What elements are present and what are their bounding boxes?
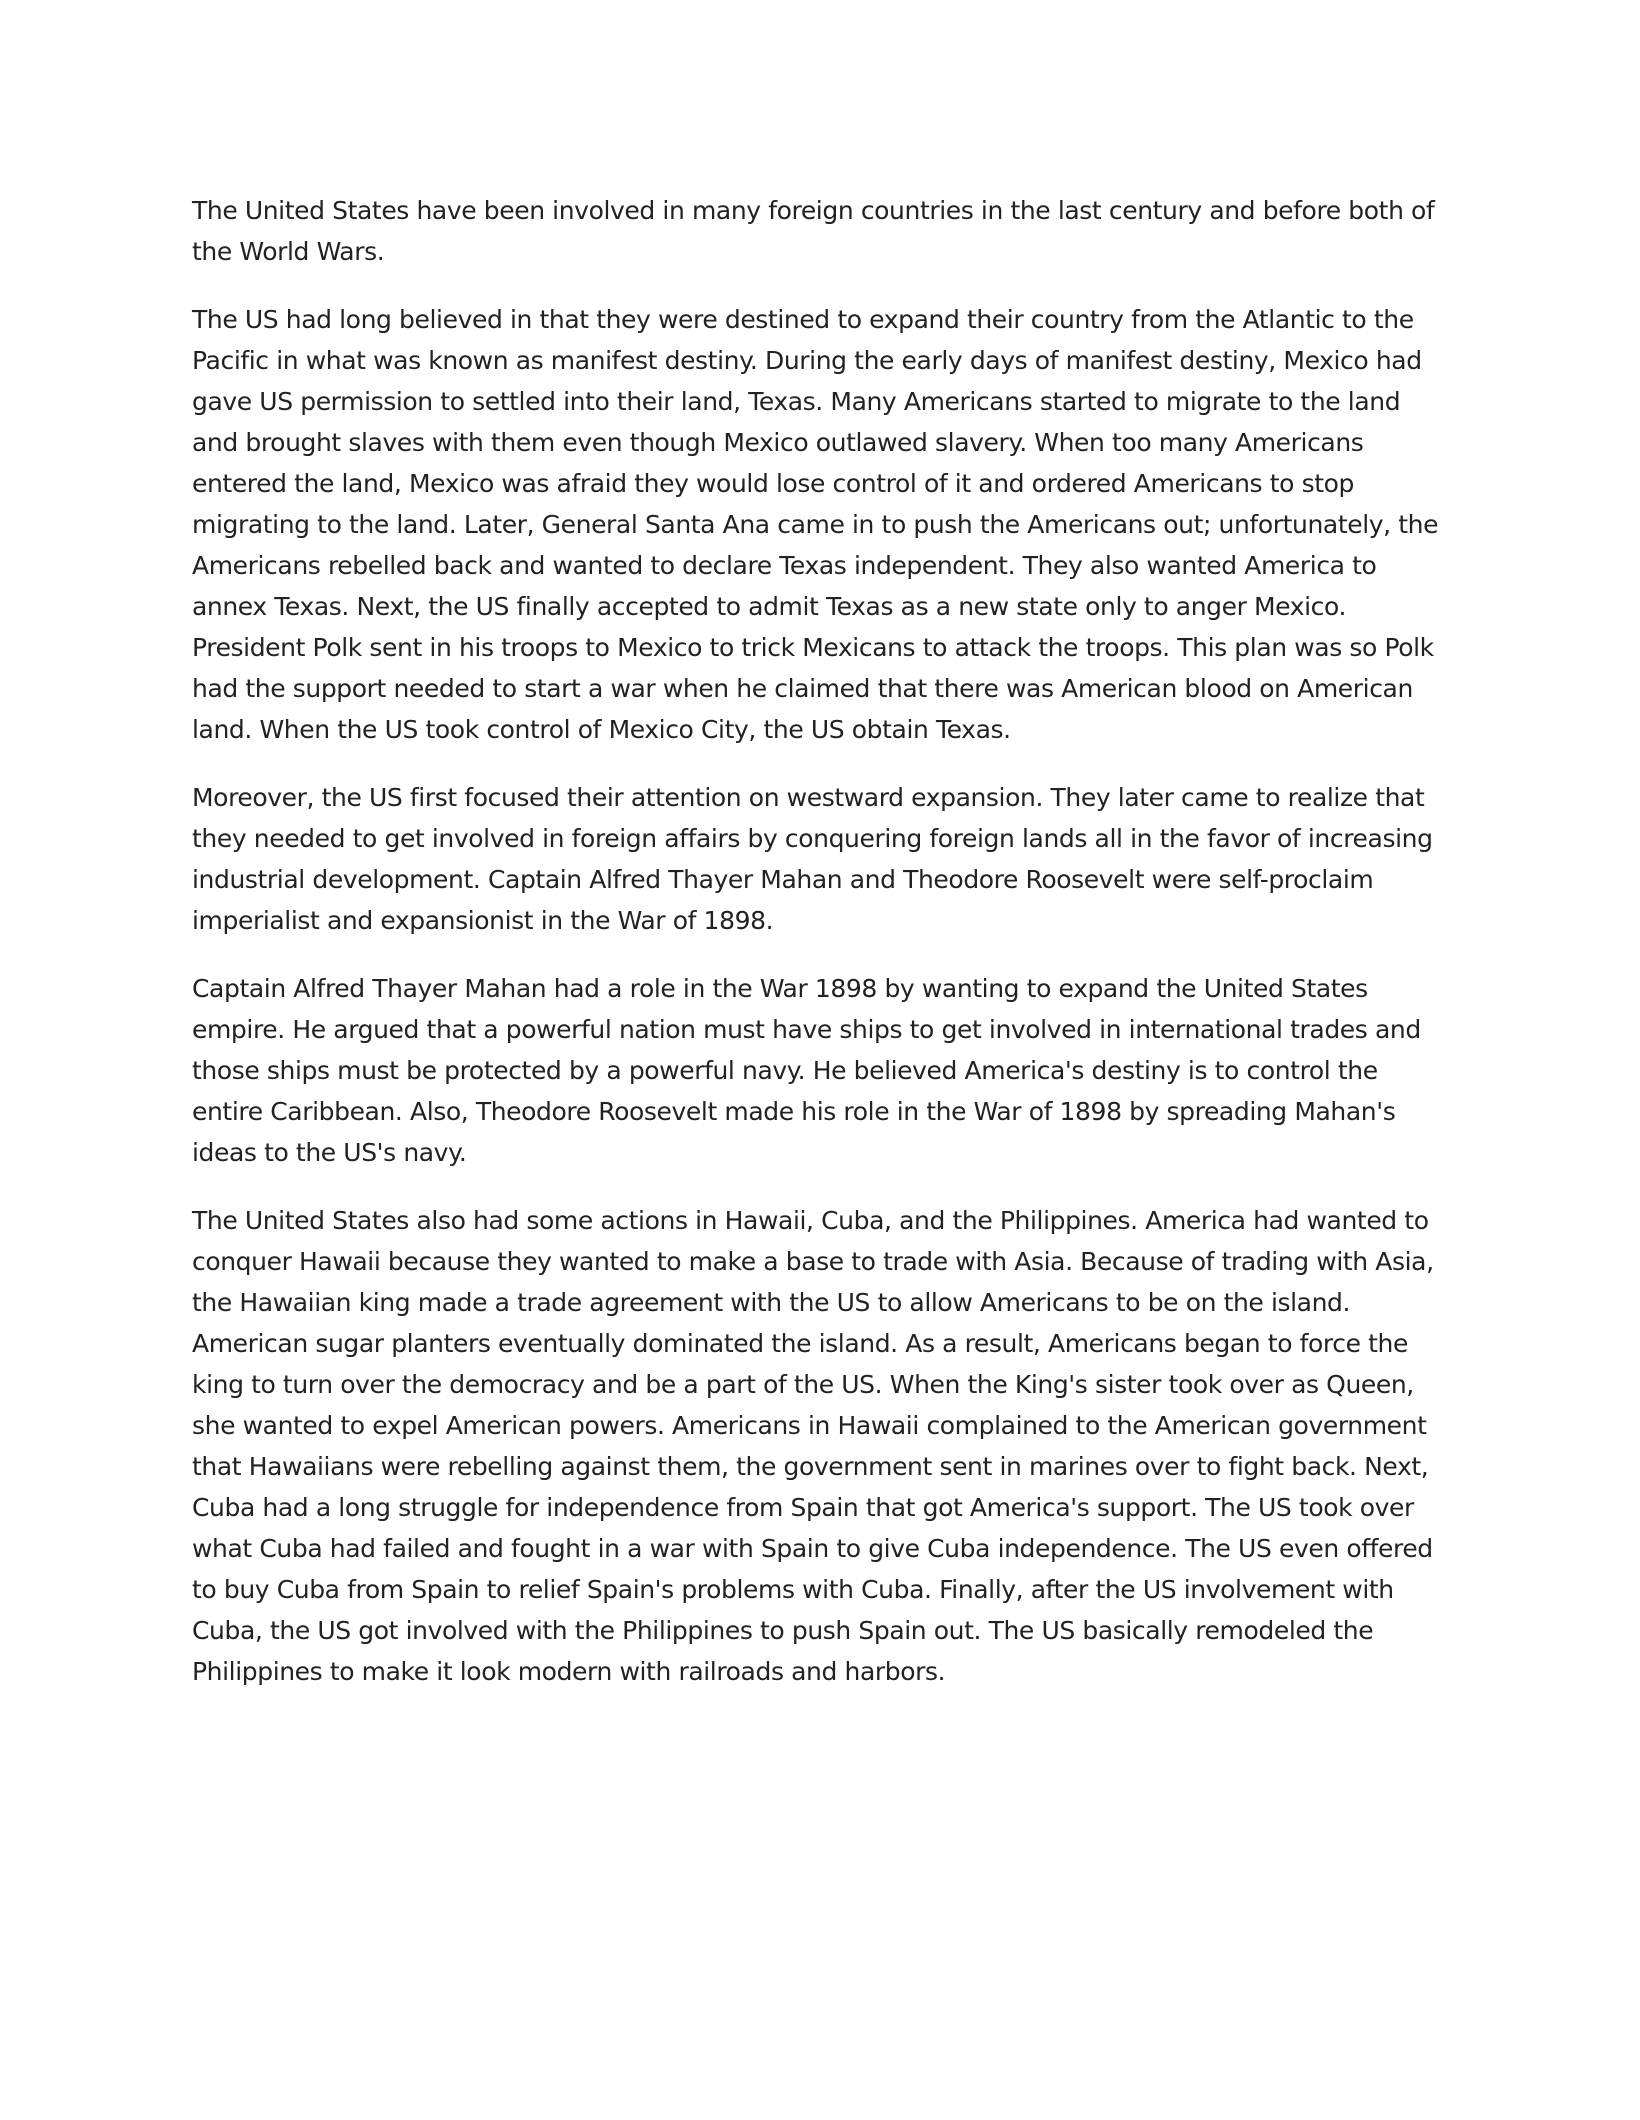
paragraph-mahan-roosevelt: Captain Alfred Thayer Mahan had a role in the War 1898 by wanting to expand the United States empire. He argued that a powerful nation must have ships to get involved in international trades and those ships must be protected by a powerful navy. He believed America's destiny is to control the entire Caribbean. Also, Theodore Roosevelt made his role in the War of 1898 by spreading Mahan's ideas to the US's navy.: [192, 974, 1421, 1167]
paragraph-hawaii-cuba-philippines: The United States also had some actions in Hawaii, Cuba, and the Philippines. America had wanted to conquer Hawaii because they wanted to make a base to trade with Asia. Because of trading with Asia, the Hawaiian king made a trade agreement with the US to allow Americans to be on the island. American sugar planters eventually dominated the island. As a result, Americans began to force the king to turn over the democracy and be a part of the US. When the King's sister took over as Queen, she wanted to expel American powers. Americans in Hawaii complained to the American government that Hawaiians were rebelling against them, the government sent in marines over to fight back. Next, Cuba had a long struggle for independence from Spain that got America's support. The US took over what Cuba had failed and fought in a war with Spain to give Cuba independence. The US even offered to buy Cuba from Spain to relief Spain's problems with Cuba. Finally, after the US involvement with Cuba, the US got involved with the Philippines to push Spain out. The US basically remodeled the Philippines to make it look modern with railroads and harbors.: [192, 1206, 1434, 1686]
paragraph-westward-expansion: Moreover, the US first focused their attention on westward expansion. They later came to realize that they needed to get involved in foreign affairs by conquering foreign lands all in the favor of increasing industrial development. Captain Alfred Thayer Mahan and Theodore Roosevelt were self-proclaim imperialist and expansionist in the War of 1898.: [192, 783, 1433, 935]
paragraph-intro: The United States have been involved in many foreign countries in the last century and before both of the World Wars.: [192, 196, 1435, 266]
document-body: [192, 190, 1442, 1719]
paragraph-manifest-destiny: The US had long believed in that they were destined to expand their country from the Atlantic to the Pacific in what was known as manifest destiny. During the early days of manifest destiny, Mexico had gave US permission to settled into their land, Texas. Many Americans started to migrate to the land and brought slaves with them even though Mexico outlawed slavery. When too many Americans entered the land, Mexico was afraid they would lose control of it and ordered Americans to stop migrating to the land. Later, General Santa Ana came in to push the Americans out; unfortunately, the Americans rebelled back and wanted to declare Texas independent. They also wanted America to annex Texas. Next, the US finally accepted to admit Texas as a new state only to anger Mexico. President Polk sent in his troops to Mexico to trick Mexicans to attack the troops. This plan was so Polk had the support needed to start a war when he claimed that there was American blood on American land. When the US took control of Mexico City, the US obtain Texas.: [192, 305, 1439, 744]
